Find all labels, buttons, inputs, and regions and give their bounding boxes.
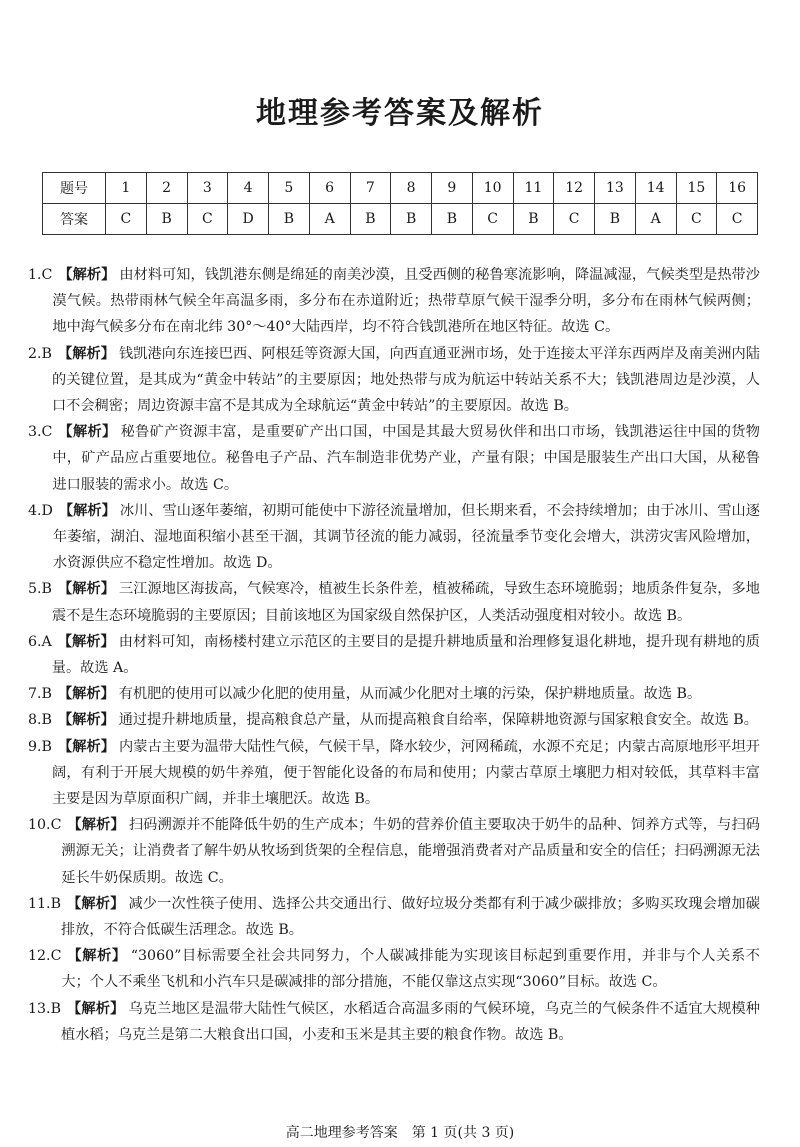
item-number: 13.B (28, 1000, 61, 1017)
answer-cell: C (554, 204, 595, 235)
analysis-tag: 【解析】 (57, 345, 115, 362)
analysis-tag: 【解析】 (67, 895, 125, 912)
item-text: 钱凯港向东连接巴西、阿根廷等资源大国，向西直通亚洲市场，处于连接太平洋东西两岸及南美洲内陆的关键位置，是其成为“黄金中转站”的主要原因；地处热带与成为航运中转站关系不大；钱凯港周边是沙漠，人口不会稠密；周边资源丰富不是其成为全球航运“黄金中转站”的主要原因。故选 B。 (51, 345, 760, 415)
answer-row (43, 204, 758, 235)
analysis-tag: 【解析】 (58, 502, 116, 519)
explanation-item (28, 498, 760, 577)
item-number: 7.B (28, 686, 52, 703)
item-text: 由材料可知，钱凯港东侧是绵延的南美沙漠，且受西侧的秘鲁寒流影响，降温减湿，气候类型是热带沙漠气候。热带雨林气候全年高温多雨，多分布在赤道附近；热带草原气候干湿季分明，多分布在雨林气候两侧；地中海气候多分布在南北纬 30°～40°大陆西岸，均不符合钱凯港所在地区特征。故选 C。 (52, 267, 760, 336)
question-number: 6 (309, 173, 350, 204)
explanation-item (28, 996, 760, 1048)
item-text: 扫码溯源并不能降低牛奶的生产成本；牛奶的营养价值主要取决于奶牛的品种、饲养方式等，与扫码溯源无关；让消费者了解牛奶从牧场到货架的全程信息，能增强消费者对产品质量和安全的信任；扫码溯源无法延长牛奶保质期。故选 C。 (61, 817, 760, 886)
analysis-tag: 【解析】 (67, 817, 125, 834)
question-number: 4 (228, 173, 269, 204)
item-text: “3060”目标需要全社会共同努力，个人碳减排能为实现该目标起到重要作用，并非与个人关系不大；个人不乘坐飞机和小汽车只是碳减排的部分措施，不能仅靠这点实现“3060”目标。故选 C。 (61, 948, 760, 991)
item-number: 1.C (28, 267, 53, 283)
analysis-tag: 【解析】 (57, 581, 115, 598)
explanation-list (28, 262, 760, 1048)
question-number: 8 (391, 173, 432, 204)
question-number: 12 (554, 173, 595, 204)
item-number: 6.A (28, 633, 52, 650)
item-text: 通过提升耕地质量，提高粮食总产量，从而提高粮食自给率，保障耕地资源与国家粮食安全。故选 B。 (118, 712, 758, 729)
explanation-item (28, 943, 760, 995)
analysis-tag: 【解析】 (57, 633, 115, 650)
analysis-tag: 【解析】 (67, 1000, 125, 1017)
item-number: 8.B (28, 712, 52, 729)
explanation-item (28, 629, 760, 681)
answer-cell: B (146, 204, 187, 235)
explanation-item (28, 262, 760, 341)
question-number: 3 (187, 173, 228, 204)
item-text: 由材料可知，南杨楼村建立示范区的主要目的是提升耕地质量和治理修复退化耕地，提升现有耕地的质量。故选 A。 (51, 633, 760, 677)
answer-cell: C (472, 204, 513, 235)
question-number: 13 (595, 173, 636, 204)
answer-cell: C (187, 204, 228, 235)
page-footer: 高二地理参考答案 第 1 页(共 3 页) (285, 1125, 515, 1141)
item-number: 12.C (28, 948, 62, 965)
item-number: 4.D (28, 502, 53, 519)
item-text: 秘鲁矿产资源丰富，是重要矿产出口国，中国是其最大贸易伙伴和出口市场，钱凯港运往中国的货物中，矿产品应占重要地位。秘鲁电子产品、汽车制造非优势产业，产量有限；中国是服装生产出口大国，从秘鲁进口服装的需求小。故选 C。 (52, 424, 760, 493)
item-text: 有机肥的使用可以减少化肥的使用量，从而减少化肥对土壤的污染，保护耕地质量。故选 B。 (118, 686, 702, 703)
row-label-question: 题号 (43, 173, 106, 204)
analysis-tag: 【解析】 (58, 267, 116, 283)
item-number: 3.C (28, 424, 53, 441)
explanation-item (28, 681, 760, 707)
answer-cell: A (309, 204, 350, 235)
item-number: 11.B (28, 895, 61, 912)
item-number: 10.C (28, 817, 62, 834)
question-number: 15 (676, 173, 717, 204)
answer-cell: B (391, 204, 432, 235)
question-number: 5 (269, 173, 310, 204)
analysis-tag: 【解析】 (67, 948, 127, 965)
question-number: 14 (635, 173, 676, 204)
item-text: 内蒙古主要为温带大陆性气候，气候干旱，降水较少，河网稀疏，水源不充足；内蒙古高原地形平坦开阔，有利于开展大规模的奶牛养殖，便于智能化设备的布局和使用；内蒙古草原土壤肥力相对较低，其草料丰富主要是因为草原面积广阔，并非土壤肥沃。故选 B。 (51, 738, 760, 808)
row-label-answer: 答案 (43, 204, 106, 235)
answer-table (42, 172, 758, 235)
analysis-tag: 【解析】 (57, 738, 115, 755)
explanation-item (28, 707, 760, 733)
answer-cell: B (432, 204, 473, 235)
question-number: 7 (350, 173, 391, 204)
answer-cell: C (106, 204, 147, 235)
question-number: 9 (432, 173, 473, 204)
answer-cell: B (350, 204, 391, 235)
item-text: 乌克兰地区是温带大陆性气候区，水稻适合高温多雨的气候环境，乌克兰的气候条件不适宜大规模种植水稻；乌克兰是第二大粮食出口国，小麦和玉米是其主要的粮食作物。故选 B。 (61, 1000, 760, 1043)
explanation-item (28, 576, 760, 628)
analysis-tag: 【解析】 (58, 424, 117, 441)
question-number: 10 (472, 173, 513, 204)
item-number: 9.B (28, 738, 52, 755)
analysis-tag: 【解析】 (57, 712, 115, 729)
question-number: 2 (146, 173, 187, 204)
explanation-item (28, 734, 760, 813)
item-text: 减少一次性筷子使用、选择公共交通出行、做好垃圾分类都有利于减少碳排放；多购买玫瑰会增加碳排放，不符合低碳生活理念。故选 B。 (61, 895, 760, 939)
question-number: 16 (717, 173, 758, 204)
page-title: 地理参考答案及解析 (256, 96, 544, 131)
explanation-item (28, 891, 760, 943)
question-number: 11 (513, 173, 554, 204)
item-number: 5.B (28, 581, 52, 598)
explanation-item (28, 812, 760, 891)
item-text: 冰川、雪山逐年萎缩，初期可能使中下游径流量增加，但长期来看，不会持续增加；由于冰川、雪山逐年萎缩，湖泊、湿地面积缩小甚至干涸，其调节径流的能力减弱，径流量季节变化会增大，洪涝灾害风险增加，水资源供应不稳定性增加。故选 D。 (52, 502, 760, 572)
explanation-item (28, 419, 760, 498)
answer-cell: B (513, 204, 554, 235)
analysis-tag: 【解析】 (57, 686, 115, 703)
item-text: 三江源地区海拔高，气候寒冷，植被生长条件差，植被稀疏，导致生态环境脆弱；地质条件复杂，多地震不是生态环境脆弱的主要原因；目前该地区为国家级自然保护区，人类活动强度相对较小。故选 B。 (51, 581, 760, 624)
question-number: 1 (106, 173, 147, 204)
answer-cell: B (595, 204, 636, 235)
answer-cell: A (635, 204, 676, 235)
question-number-row (43, 173, 758, 204)
answer-cell: B (269, 204, 310, 235)
item-number: 2.B (28, 345, 52, 362)
answer-cell: C (676, 204, 717, 235)
explanation-item (28, 341, 760, 420)
answer-cell: C (717, 204, 758, 235)
answer-cell: D (228, 204, 269, 235)
